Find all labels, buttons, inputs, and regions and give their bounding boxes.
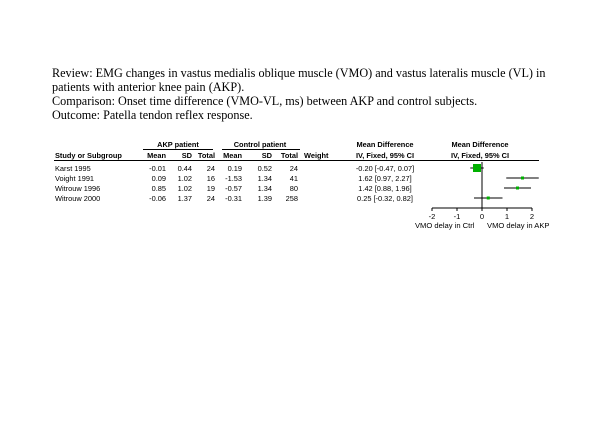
group1-header: AKP patient — [157, 140, 199, 149]
comparison-line: Comparison: Onset time difference (VMO-VL, ms) between AKP and control subjects. — [52, 94, 478, 108]
row-2-mean2: -1.53 — [225, 174, 242, 183]
row-1-total1: 24 — [206, 164, 215, 173]
x-axis-right-label: VMO delay in AKP — [487, 221, 550, 230]
review-line-2: patients with anterior knee pain (AKP). — [52, 80, 245, 94]
row-1-ci: -0.20 [-0.47, 0.07] — [355, 164, 415, 173]
plot-header: Mean Difference — [451, 140, 509, 149]
row-4-total2: 258 — [285, 194, 298, 203]
row-1-total2: 24 — [289, 164, 298, 173]
col-weight: Weight — [304, 151, 329, 160]
row-3-sd1: 1.02 — [177, 184, 192, 193]
row-3-total1: 19 — [206, 184, 215, 193]
row-1-sd2: 0.52 — [257, 164, 272, 173]
point-4 — [487, 197, 490, 200]
row-3-ci: 1.42 [0.88, 1.96] — [358, 184, 412, 193]
group2-header: Control patient — [233, 140, 287, 149]
row-3-sd2: 1.34 — [257, 184, 272, 193]
col-sd2: SD — [261, 151, 272, 160]
col-sd1: SD — [181, 151, 192, 160]
x-tick-label-3: 1 — [504, 212, 510, 221]
row-3-mean1: 0.85 — [151, 184, 166, 193]
row-2-sd1: 1.02 — [177, 174, 192, 183]
row-4-mean2: -0.31 — [225, 194, 242, 203]
outcome-line: Outcome: Patella tendon reflex response. — [52, 108, 253, 122]
row-1-mean1: -0.01 — [149, 164, 166, 173]
row-2-mean1: 0.09 — [151, 174, 166, 183]
row-4-mean1: -0.06 — [149, 194, 166, 203]
row-1-mean2: 0.19 — [227, 164, 242, 173]
col-md: IV, Fixed, 95% CI — [355, 151, 415, 160]
col-plot: IV, Fixed, 95% CI — [450, 151, 510, 160]
md-header: Mean Difference — [356, 140, 414, 149]
review-line-1: Review: EMG changes in vastus medialis oblique muscle (VMO) and vastus lateralis muscle (VL) in — [52, 66, 546, 80]
point-1 — [473, 164, 481, 172]
x-tick-label-4: 2 — [529, 212, 535, 221]
x-tick-label-0: -2 — [428, 212, 436, 221]
x-tick-label-2: 0 — [479, 212, 485, 221]
row-1-study: Karst 1995 — [55, 164, 91, 173]
col-study: Study or Subgroup — [55, 151, 122, 160]
row-4-ci: 0.25 [-0.32, 0.82] — [357, 194, 413, 203]
x-tick-label-1: -1 — [453, 212, 461, 221]
point-3 — [516, 187, 519, 190]
row-4-total1: 24 — [206, 194, 215, 203]
x-axis-left-label: VMO delay in Ctrl — [414, 221, 475, 230]
row-3-mean2: -0.57 — [225, 184, 242, 193]
col-mean2: Mean — [223, 151, 242, 160]
col-total1: Total — [197, 151, 215, 160]
row-4-study: Witrouw 2000 — [55, 194, 101, 203]
row-1-sd1: 0.44 — [177, 164, 192, 173]
point-2 — [521, 177, 524, 180]
row-2-sd2: 1.34 — [257, 174, 272, 183]
row-4-sd2: 1.39 — [257, 194, 272, 203]
col-mean1: Mean — [147, 151, 166, 160]
row-2-total2: 41 — [289, 174, 298, 183]
row-3-study: Witrouw 1996 — [55, 184, 101, 193]
row-4-sd1: 1.37 — [177, 194, 192, 203]
col-total2: Total — [280, 151, 298, 160]
row-2-ci: 1.62 [0.97, 2.27] — [358, 174, 412, 183]
row-2-study: Voight 1991 — [55, 174, 95, 183]
row-2-total1: 16 — [206, 174, 215, 183]
row-3-total2: 80 — [289, 184, 298, 193]
